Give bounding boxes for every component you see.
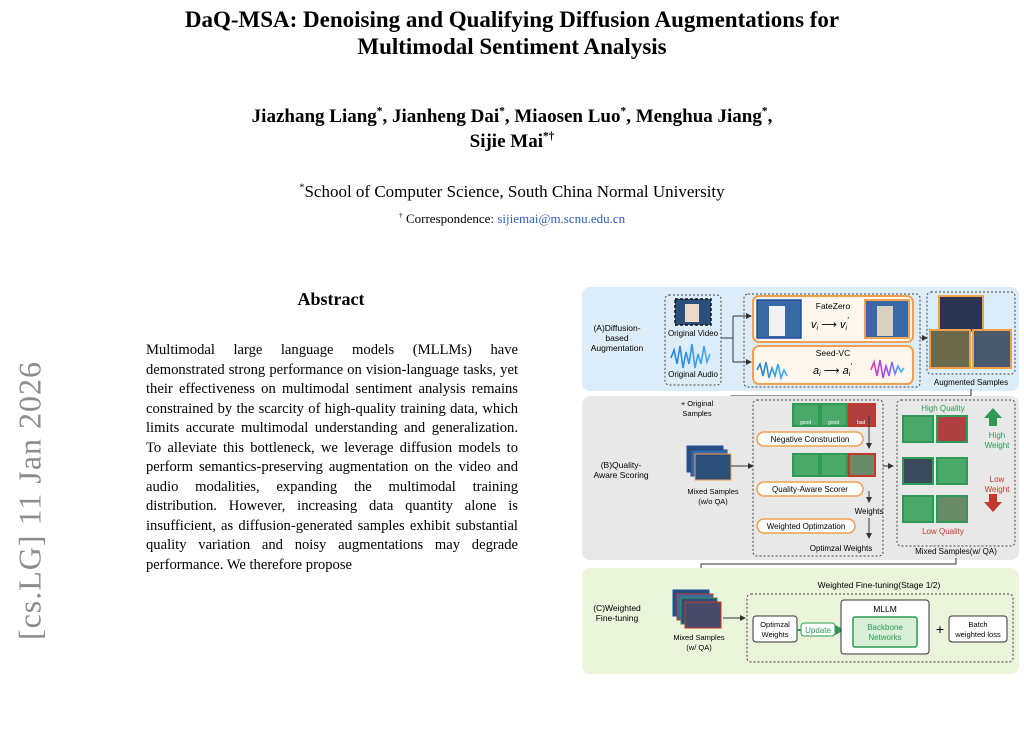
section-a-label: (A)Diffusion- xyxy=(593,323,641,333)
author-list: Jiazhang Liang*, Jianheng Dai*, Miaosen Luo*, Menghua Jiang*, Sijie Mai*† xyxy=(251,105,773,152)
low-weight-label-2: Weight xyxy=(984,485,1010,494)
author: Miaosen Luo* xyxy=(514,105,627,127)
low-weight-label: Low xyxy=(989,475,1005,484)
low-quality-label: Low Quality xyxy=(922,527,964,536)
batch-loss-label: Batch xyxy=(968,620,988,629)
batch-loss-label-2: weighted loss xyxy=(955,630,1001,639)
stage-title: Weighted Fine-tuning(Stage 1/2) xyxy=(817,580,941,590)
high-quality-label: High Quality xyxy=(921,404,965,413)
mixed-wo-qa-label-2: (w/o QA) xyxy=(698,497,728,506)
abstract-heading: Abstract xyxy=(297,289,365,309)
mixed-w-qa-label-c: Mixed Samples xyxy=(673,633,725,642)
high-weight-label-2: Weight xyxy=(984,441,1010,450)
optimzal-weights-label: Optimzal Weights xyxy=(809,544,873,553)
mixed-w-qa-label-c-2: (w/ QA) xyxy=(686,643,712,652)
high-weight-label: High xyxy=(988,431,1006,440)
original-video-label: Original Video xyxy=(667,329,719,338)
backbone-box xyxy=(853,617,917,647)
sample-low xyxy=(903,496,933,522)
sample-low xyxy=(937,496,967,522)
email-link[interactable]: sijiemai@m.scnu.edu.cn xyxy=(497,211,626,226)
section-b-label-2: Aware Scoring xyxy=(593,470,649,480)
sample-mid xyxy=(937,458,967,484)
correspondence: † Correspondence: sijiemai@m.scnu.edu.cn xyxy=(398,210,626,226)
affiliation: *School of Computer Science, South China Normal University xyxy=(299,182,725,201)
plus-original-label-2: Samples xyxy=(682,409,712,418)
bad-tag: bad xyxy=(857,420,866,426)
optimzal-weights-c-label-2: Weights xyxy=(761,630,789,639)
backbone-label-2: Networks xyxy=(868,633,902,642)
sample-good xyxy=(821,454,847,476)
mixed-w-qa-label: Mixed Samples(w/ QA) xyxy=(915,547,997,556)
sample-bad xyxy=(849,454,875,476)
good-tag: good xyxy=(800,420,812,426)
original-audio-label: Original Audio xyxy=(668,370,718,379)
video-transform-eq: vi ⟶ vi′ xyxy=(811,316,849,332)
augmented-samples-label: Augmented Samples xyxy=(933,378,1009,387)
paper-title-line2: Multimodal Sentiment Analysis xyxy=(357,34,667,59)
seed-vc-label: Seed-VC xyxy=(815,348,851,358)
sample-good xyxy=(793,454,819,476)
mixed-samples-stack xyxy=(687,446,731,480)
mllm-label: MLLM xyxy=(873,604,897,614)
section-b-label: (B)Quality- xyxy=(600,460,642,470)
section-c-label-2: Fine-tuning xyxy=(595,613,639,623)
paper-title-line1: DaQ-MSA: Denoising and Qualifying Diffusion Augmentations for xyxy=(184,7,840,32)
augmented-sample xyxy=(930,330,970,368)
sample-high xyxy=(903,416,933,442)
section-a-label-3: Augmentation xyxy=(590,343,644,353)
quality-aware-scorer-label: Quality-Aware Scorer xyxy=(772,485,848,494)
author: Jianheng Dai* xyxy=(392,105,505,127)
paper-title xyxy=(0,6,1024,60)
fatezero-label: FateZero xyxy=(815,301,851,311)
good-tag: good xyxy=(828,420,840,426)
augmented-sample xyxy=(973,330,1011,368)
method-figure xyxy=(581,286,1021,678)
sample-mid xyxy=(903,458,933,484)
author: Sijie Mai*† xyxy=(469,130,555,152)
audio-transform-eq: ai ⟶ ai′ xyxy=(813,362,852,378)
sample-high xyxy=(937,416,967,442)
backbone-label: Backbone xyxy=(867,623,903,632)
mixed-wo-qa-label: Mixed Samples xyxy=(687,487,739,496)
augmented-sample xyxy=(939,296,983,332)
author: Menghua Jiang* xyxy=(635,105,768,127)
section-a-label-2: based xyxy=(605,333,629,343)
abstract-text: Multimodal large language models (MLLMs) have demonstrated strong performance on vision-language tasks, yet their effectiveness on multimodal sentiment analysis remains constrained by the scarcity of high-quality training data, which limits accurate multimodal understanding and generalization. To alleviate this bottleneck, we leverage diffusion models to perform semantics-preserving augmentation on the video and audio modalities, expanding the multimodal training distribution. However, increasing data quantity alone is insufficient, as diffusion-generated samples exhibit substantial quality variation and noisy augmentations may degrade performance. We therefore propose xyxy=(146,342,518,573)
weights-label: Weights xyxy=(854,507,884,516)
plus-sign: + xyxy=(935,621,945,637)
arxiv-stamp: [cs.LG] 11 Jan 2026 xyxy=(11,360,48,641)
optimzal-weights-c-label: Optimzal xyxy=(760,620,790,629)
section-c-label: (C)Weighted xyxy=(593,603,641,613)
plus-original-label: + Original xyxy=(680,399,714,408)
update-label: Update xyxy=(805,626,831,635)
weighted-optimzation-label: Weighted Optimzation xyxy=(766,522,846,531)
negative-construction-label: Negative Construction xyxy=(770,435,850,444)
author: Jiazhang Liang* xyxy=(251,105,383,127)
